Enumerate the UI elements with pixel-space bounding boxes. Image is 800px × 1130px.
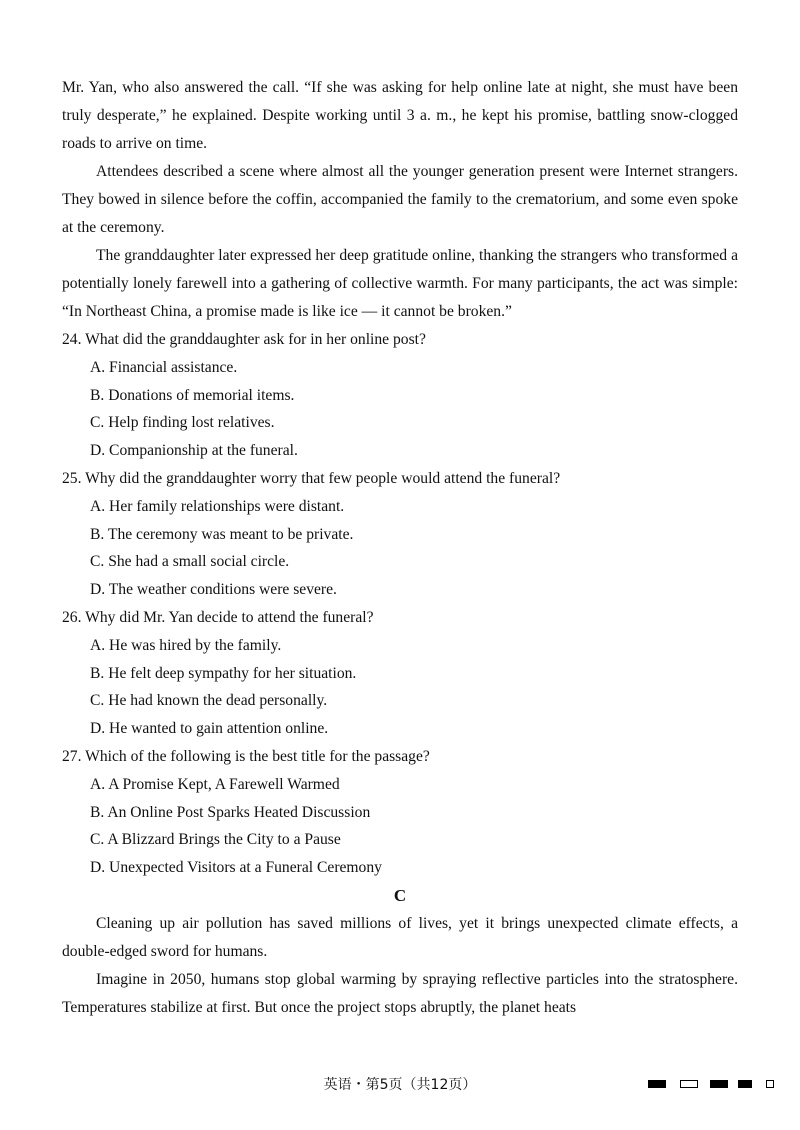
answer-option: B. An Online Post Sparks Heated Discussion [90,803,371,821]
answer-option: A. He was hired by the family. [90,636,282,654]
answer-option: D. Companionship at the funeral. [90,442,298,460]
question-stem: 26. Why did Mr. Yan decide to attend the funeral? [62,608,374,626]
empty-mark [766,1080,774,1088]
answer-option: C. Help finding lost relatives. [90,414,275,432]
question-stem: 25. Why did the granddaughter worry that few people would attend the funeral? [62,469,561,487]
passage-paragraph: Cleaning up air pollution has saved millions of lives, yet it brings unexpected climate effects, a double-edged sword for humans. [62,914,738,960]
answer-option: D. The weather conditions were severe. [90,581,337,599]
filled-mark [738,1080,752,1088]
question-24 [62,326,738,465]
section-heading: C [393,885,407,905]
filled-mark [648,1080,666,1088]
answer-option: C. He had known the dead personally. [90,692,328,710]
question-25 [62,465,738,604]
passage-paragraph: The granddaughter later expressed her deep gratitude online, thanking the strangers who transformed a potentially lonely farewell into a gathering of collective warmth. For many participants, the act was simple: “In Northeast China, a promise made is like ice — it cannot be broken.” [62,247,738,320]
answer-option: D. He wanted to gain attention online. [90,720,329,738]
question-stem: 24. What did the granddaughter ask for in her online post? [62,331,426,348]
answer-option: A. Financial assistance. [90,358,238,376]
exam-page [62,74,738,1022]
question-26 [62,604,738,743]
answer-option: A. A Promise Kept, A Farewell Warmed [90,775,340,793]
answer-option: B. He felt deep sympathy for her situation. [90,664,357,682]
empty-mark [680,1080,698,1088]
answer-option: A. Her family relationships were distant. [90,497,345,515]
passage-paragraph: Mr. Yan, who also answered the call. “If she was asking for help online late at night, she must have been truly desperate,” he explained. Despite working until 3 a. m., he kept his promise, battling snow-clogged roads to arrive on time. [62,79,738,152]
question-27 [62,743,738,882]
answer-option: C. She had a small social circle. [90,553,290,571]
page-footer: 英语・第5页（共12页） [323,1077,477,1093]
answer-option: D. Unexpected Visitors at a Funeral Ceremony [90,859,382,877]
filled-mark [710,1080,728,1088]
question-stem: 27. Which of the following is the best title for the passage? [62,747,430,765]
answer-option: B. The ceremony was meant to be private. [90,525,354,543]
answer-option: C. A Blizzard Brings the City to a Pause [90,831,341,849]
answer-option: B. Donations of memorial items. [90,386,295,404]
passage-paragraph: Attendees described a scene where almost all the younger generation present were Internet strangers. They bowed in silence before the coffin, accompanied the family to the crematorium, and some even spoke at the ceremony. [62,163,738,236]
passage-paragraph: Imagine in 2050, humans stop global warming by spraying reflective particles into the stratosphere. Temperatures stabilize at first. But once the project stops abruptly, the planet heats [62,970,738,1016]
